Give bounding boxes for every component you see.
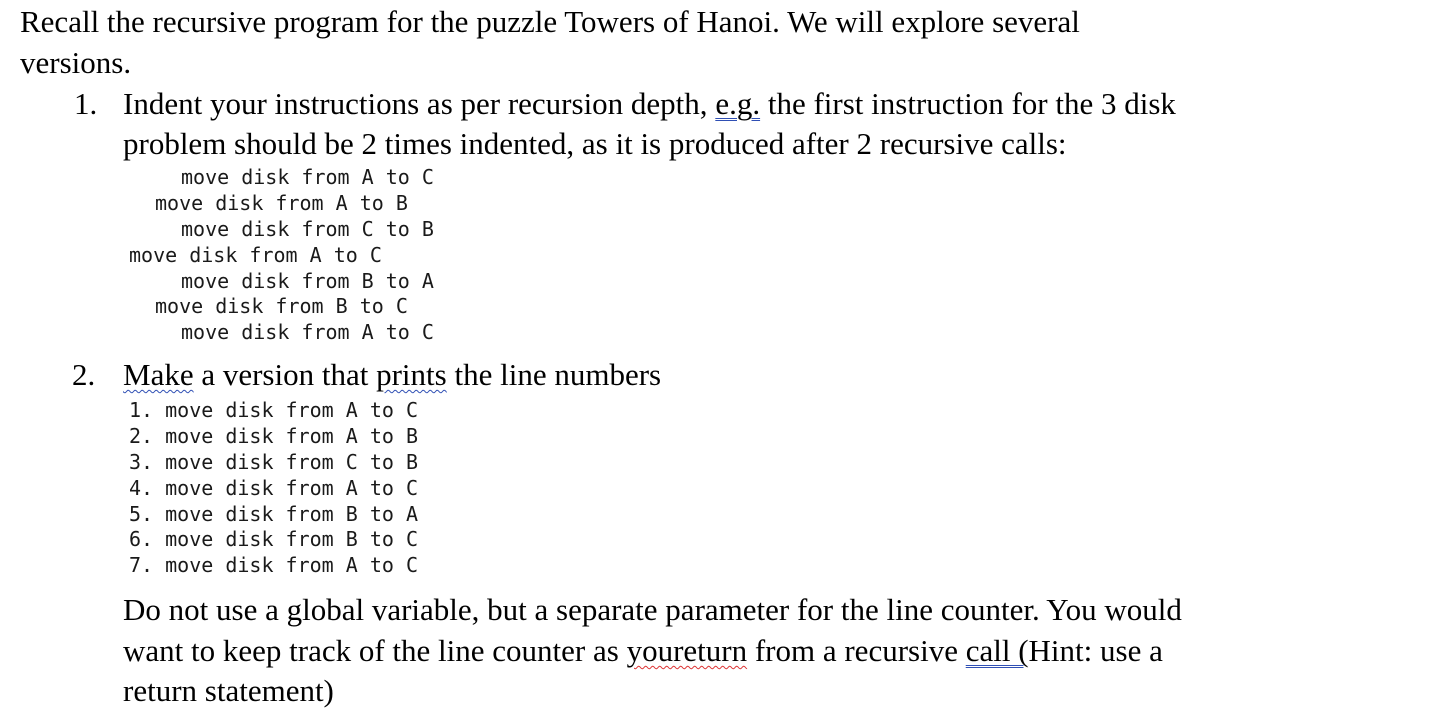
numbered-code-line: 1. move disk from A to C bbox=[129, 398, 418, 422]
para-line-2-post: Hint: use a bbox=[1028, 633, 1163, 668]
code-line: move disk from A to C bbox=[181, 320, 434, 345]
prints-word: prints bbox=[376, 357, 447, 392]
item-1-number: 1. bbox=[74, 86, 98, 121]
numbered-code-line: 6. move disk from B to C bbox=[129, 527, 418, 552]
para-line-2-pre: want to keep track of the line counter as bbox=[123, 633, 627, 668]
eg-abbreviation: e.g. bbox=[715, 86, 761, 121]
item-1-line-1 bbox=[123, 84, 1176, 124]
item-1-line-2: problem should be 2 times indented, as it is produced after 2 recursive calls: bbox=[123, 126, 1067, 161]
numbered-code-line: 3. move disk from C to B bbox=[129, 449, 418, 474]
code-line: move disk from A to C bbox=[181, 165, 434, 189]
code-line: move disk from B to C bbox=[155, 294, 408, 319]
code-line: move disk from B to A bbox=[181, 268, 434, 293]
make-word: Make bbox=[123, 357, 194, 392]
para-line-2-mid: from a recursive bbox=[747, 633, 966, 668]
numbered-code-line: 2. move disk from A to B bbox=[129, 423, 418, 448]
item-2-para-line-3: return statement) bbox=[123, 673, 334, 708]
code-line: move disk from C to B bbox=[181, 216, 434, 241]
item-2-number: 2. bbox=[72, 357, 96, 392]
call-word: call ( bbox=[965, 633, 1029, 668]
item-2-para-line-2 bbox=[123, 631, 1163, 671]
numbered-code-line: 7. move disk from A to C bbox=[129, 553, 418, 578]
intro-line-1: Recall the recursive program for the puzzle Towers of Hanoi. We will explore several bbox=[20, 4, 1080, 39]
numbered-code-line: 5. move disk from B to A bbox=[129, 501, 418, 526]
numbered-code-line: 4. move disk from A to C bbox=[129, 475, 418, 500]
indented-code-block bbox=[129, 165, 434, 346]
item-2-line-1-rest: a version that bbox=[193, 357, 377, 392]
intro-line-2: versions. bbox=[20, 45, 132, 80]
item-2-para-line-1: Do not use a global variable, but a separate parameter for the line counter. You would bbox=[123, 592, 1182, 627]
item-2-line-1-end: the line numbers bbox=[446, 357, 662, 392]
youreturn-word: youreturn bbox=[626, 633, 748, 668]
item-1-line-1-post: the first instruction for the 3 disk bbox=[760, 86, 1176, 121]
numbered-code-block bbox=[129, 398, 418, 579]
code-line: move disk from A to B bbox=[155, 190, 408, 215]
item-2-line-1 bbox=[123, 355, 661, 395]
code-line: move disk from A to C bbox=[129, 242, 382, 267]
item-1-line-1-pre: Indent your instructions as per recursion depth, bbox=[123, 86, 716, 121]
